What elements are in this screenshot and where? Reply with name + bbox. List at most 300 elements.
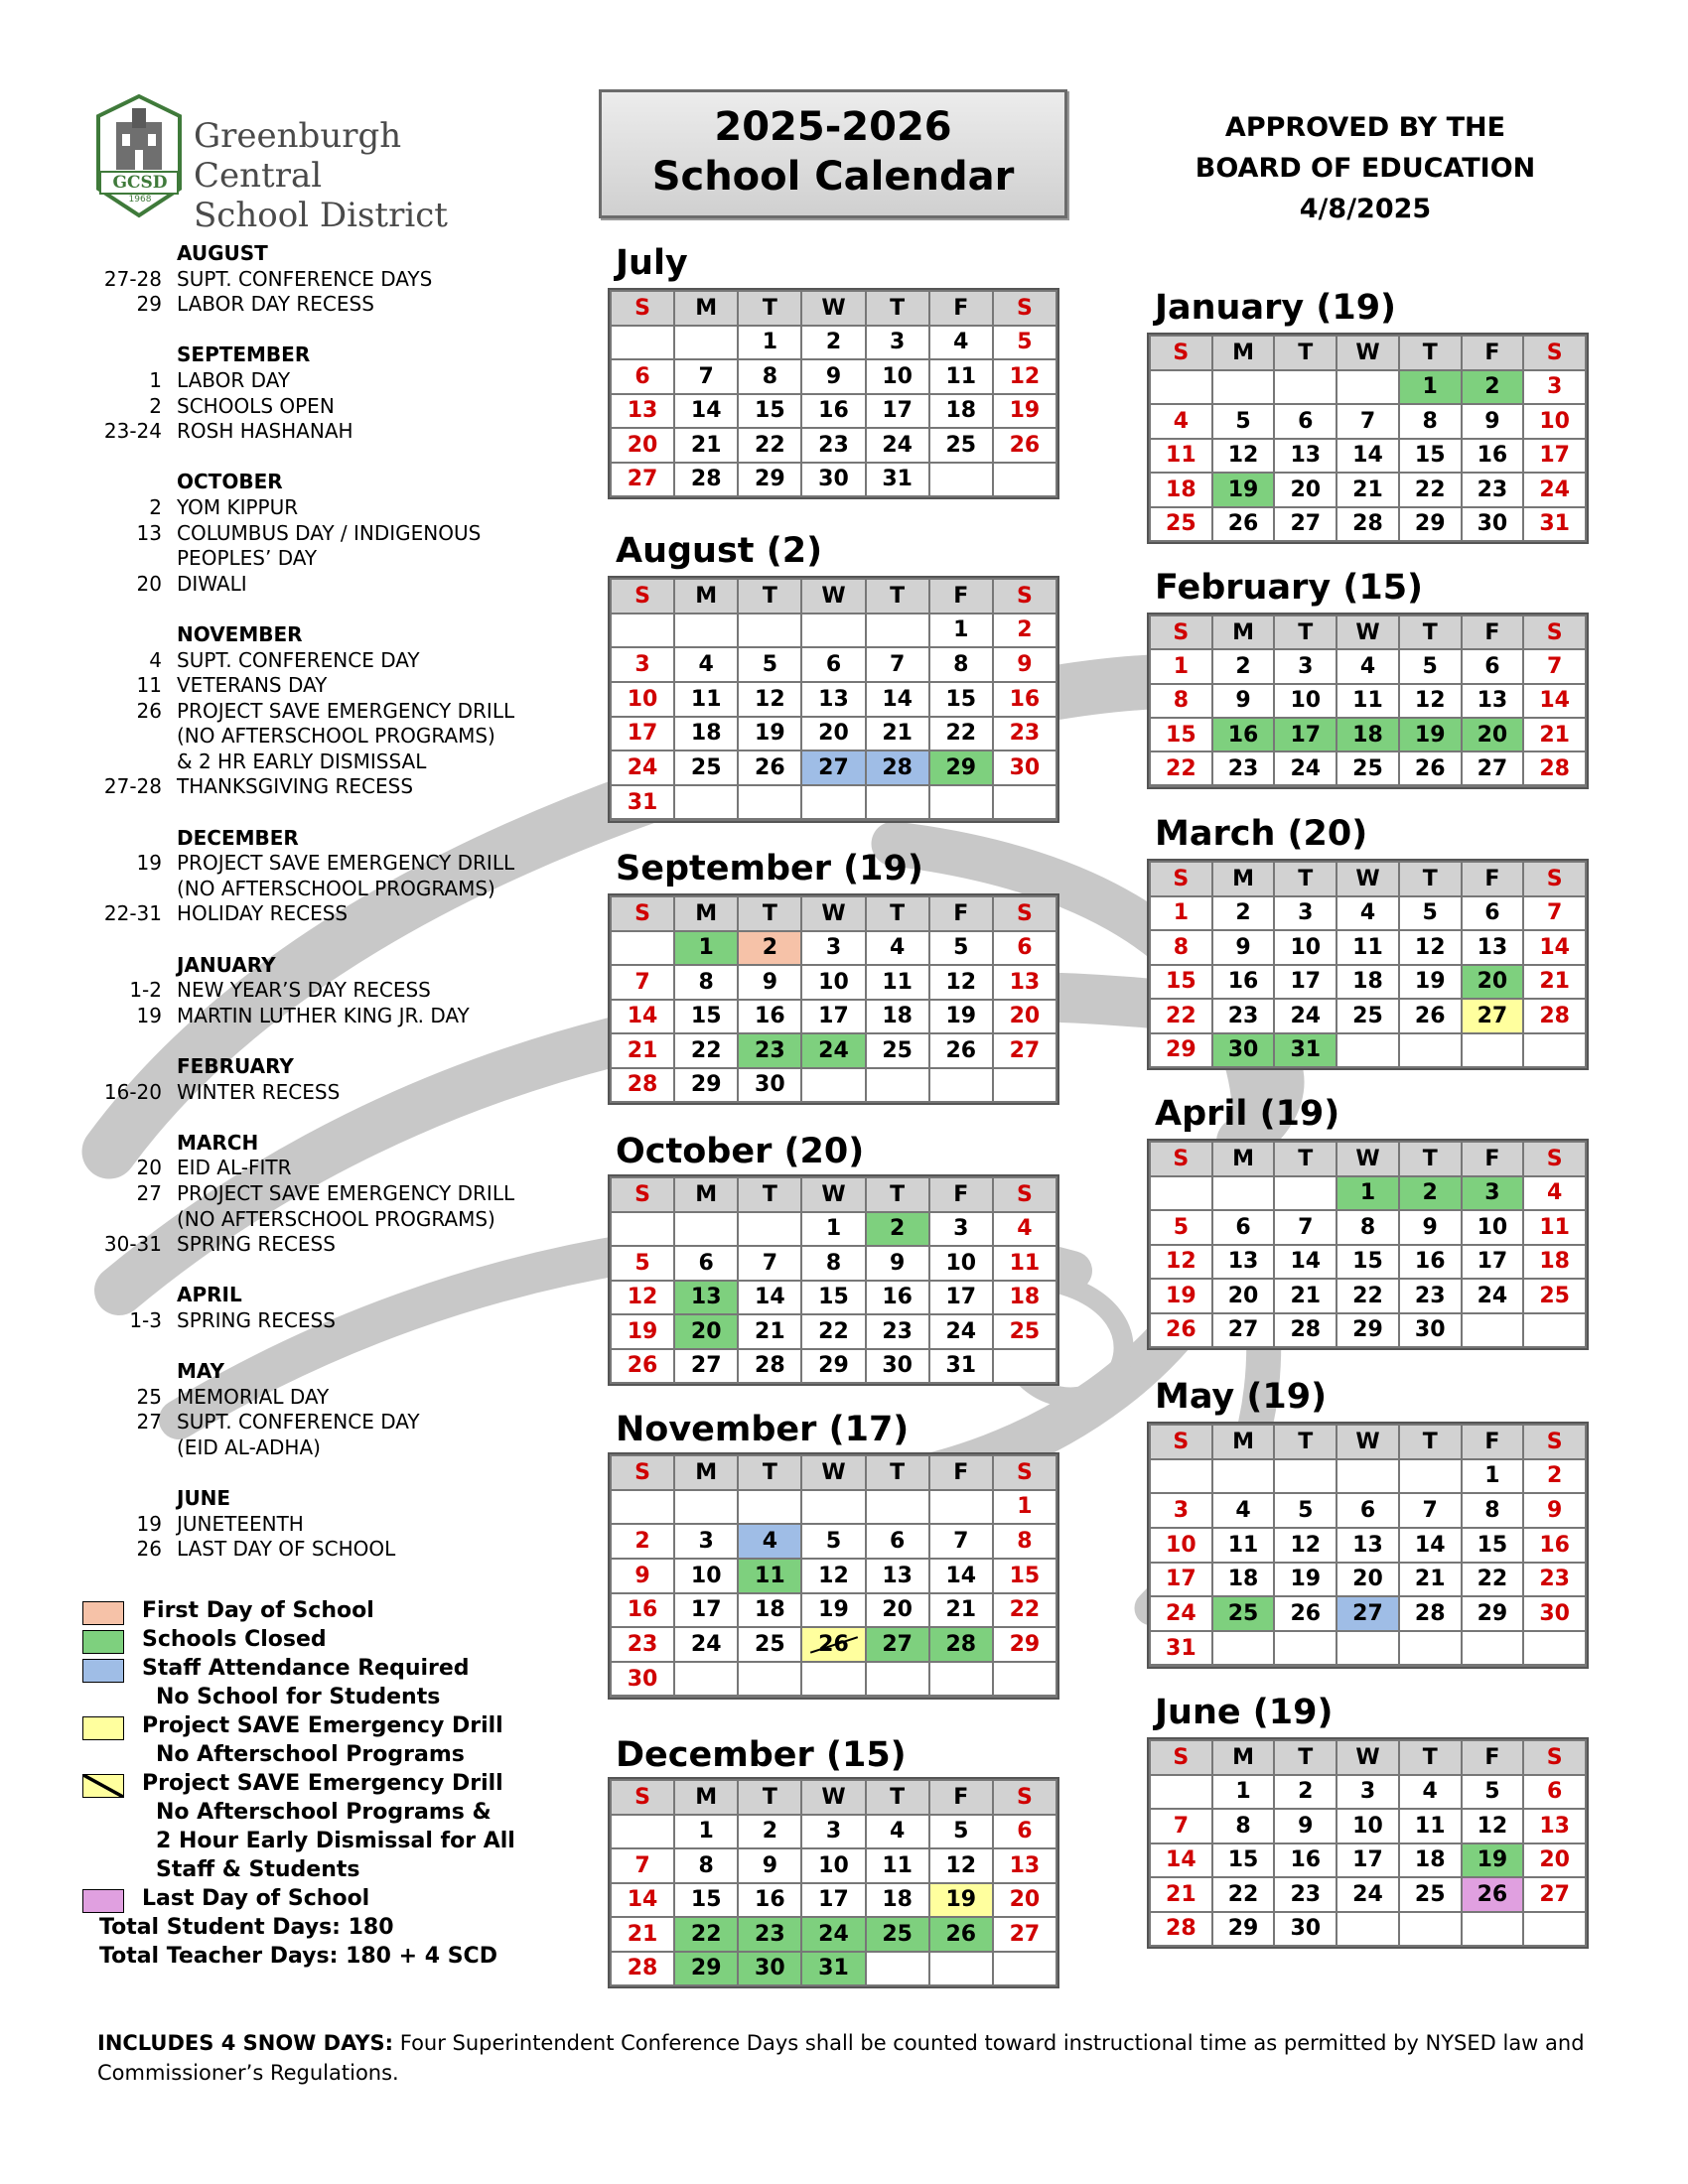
weekday-header: T xyxy=(867,580,928,613)
day-cell: 21 xyxy=(1400,1564,1461,1596)
legend-row xyxy=(82,1827,559,1855)
weekday-header: S xyxy=(994,580,1055,613)
day-cell: 22 xyxy=(930,718,992,751)
day-cell: 27 xyxy=(1463,752,1523,784)
day-cell: 5 xyxy=(1275,1494,1336,1527)
day-cell: 21 xyxy=(1524,966,1585,999)
day-cell: 15 xyxy=(1337,1246,1398,1279)
day-cell: 31 xyxy=(1275,1034,1336,1067)
day-cell: 19 xyxy=(739,718,800,751)
month-grid xyxy=(1147,1139,1589,1350)
day-cell: 21 xyxy=(612,1918,673,1951)
day-cell: 11 xyxy=(1213,1529,1274,1562)
event-date: 30-31 xyxy=(103,1232,162,1257)
day-cell: 21 xyxy=(1151,1878,1211,1911)
day-cell: 4 xyxy=(1524,1177,1585,1210)
weekday-header: S xyxy=(1151,1426,1211,1458)
day-cell: 8 xyxy=(994,1525,1055,1558)
day-cell: 12 xyxy=(1275,1529,1336,1562)
day-cell: 16 xyxy=(1275,1844,1336,1877)
event-item xyxy=(94,877,561,902)
event-item xyxy=(94,546,561,572)
weekday-header: S xyxy=(1151,337,1211,369)
day-cell: 24 xyxy=(802,1034,864,1067)
day-cell: 4 xyxy=(1337,650,1398,682)
day-cell: 28 xyxy=(867,751,928,784)
total-days-label: Total Student Days: 180 xyxy=(99,1915,394,1940)
event-spacer xyxy=(94,1028,561,1054)
day-cell: 2 xyxy=(994,614,1055,647)
event-month-heading: FEBRUARY xyxy=(177,1054,294,1078)
weekday-header: F xyxy=(930,1456,992,1489)
event-item xyxy=(94,978,561,1004)
day-cell: 16 xyxy=(994,683,1055,716)
day-cell: 26 xyxy=(1400,752,1461,784)
empty-day-cell xyxy=(1275,1460,1336,1493)
empty-day-cell xyxy=(612,614,673,647)
day-cell: 6 xyxy=(612,360,673,393)
event-date: 2 xyxy=(149,494,162,519)
empty-day-cell xyxy=(802,614,864,647)
weekday-header: S xyxy=(1524,337,1585,369)
event-description: MEMORIAL DAY xyxy=(177,1384,330,1409)
month-title: February (15) xyxy=(1155,568,1424,608)
weekday-header: M xyxy=(1213,1426,1274,1458)
day-cell: 16 xyxy=(1524,1529,1585,1562)
weekday-header: F xyxy=(930,1178,992,1211)
day-cell: 9 xyxy=(1213,685,1274,717)
month-grid xyxy=(1147,859,1589,1070)
day-cell: 5 xyxy=(1400,897,1461,930)
day-cell: 25 xyxy=(930,429,992,462)
event-date xyxy=(94,1435,177,1461)
day-cell: 31 xyxy=(1524,508,1585,541)
event-item xyxy=(94,1156,561,1181)
month-title: December (15) xyxy=(616,1735,907,1775)
day-cell: 31 xyxy=(802,1953,864,1985)
empty-day-cell xyxy=(675,614,737,647)
day-cell: 25 xyxy=(1337,1000,1398,1032)
day-cell: 17 xyxy=(1275,966,1336,999)
event-item xyxy=(94,1537,561,1563)
day-cell: 27 xyxy=(1213,1314,1274,1347)
day-cell: 10 xyxy=(1275,931,1336,964)
day-cell: 16 xyxy=(612,1594,673,1627)
day-cell: 9 xyxy=(1213,931,1274,964)
day-cell: 27 xyxy=(1463,1000,1523,1032)
day-cell: 12 xyxy=(994,360,1055,393)
event-description: WINTER RECESS xyxy=(177,1079,341,1104)
day-cell: 13 xyxy=(867,1560,928,1592)
event-description: SPRING RECESS xyxy=(177,1232,336,1257)
day-cell: 12 xyxy=(930,966,992,999)
weekday-header: S xyxy=(612,292,673,325)
weekday-header: T xyxy=(867,1178,928,1211)
empty-day-cell xyxy=(994,1350,1055,1383)
org-name-line2: School District xyxy=(194,196,448,235)
day-cell: 29 xyxy=(1151,1034,1211,1067)
day-cell: 19 xyxy=(1213,474,1274,506)
day-cell: 22 xyxy=(675,1918,737,1951)
weekday-header: T xyxy=(1275,1741,1336,1774)
event-description: MARTIN LUTHER KING JR. DAY xyxy=(177,1003,470,1027)
event-description: (NO AFTERSCHOOL PROGRAMS) xyxy=(177,876,495,900)
legend xyxy=(82,1596,559,1971)
empty-day-cell xyxy=(739,786,800,819)
day-cell: 28 xyxy=(1400,1597,1461,1630)
event-item xyxy=(94,292,561,318)
day-cell: 17 xyxy=(802,1884,864,1917)
day-cell: 23 xyxy=(1463,474,1523,506)
day-cell: 29 xyxy=(1337,1314,1398,1347)
day-cell: 30 xyxy=(994,751,1055,784)
total-days xyxy=(82,1942,559,1971)
day-cell: 8 xyxy=(1151,685,1211,717)
day-cell: 26 xyxy=(1463,1878,1523,1911)
day-cell: 30 xyxy=(1463,508,1523,541)
day-cell: 18 xyxy=(867,1001,928,1033)
month-grid xyxy=(608,288,1059,499)
event-description: COLUMBUS DAY / INDIGENOUS xyxy=(177,520,482,545)
day-cell: 19 xyxy=(1275,1564,1336,1596)
empty-day-cell xyxy=(1151,1776,1211,1809)
day-cell: 25 xyxy=(994,1315,1055,1348)
day-cell: 17 xyxy=(1524,440,1585,473)
weekday-header: S xyxy=(1151,1741,1211,1774)
empty-day-cell xyxy=(739,614,800,647)
day-cell: 7 xyxy=(867,648,928,681)
empty-day-cell xyxy=(930,1491,992,1524)
day-cell: 26 xyxy=(739,751,800,784)
day-cell: 12 xyxy=(1400,685,1461,717)
empty-day-cell xyxy=(1337,1460,1398,1493)
weekday-header: S xyxy=(612,1456,673,1489)
weekday-header: M xyxy=(675,292,737,325)
empty-day-cell xyxy=(1151,371,1211,404)
empty-day-cell xyxy=(675,786,737,819)
day-cell: 28 xyxy=(675,464,737,496)
weekday-header: S xyxy=(1524,863,1585,895)
day-cell: 16 xyxy=(739,1884,800,1917)
legend-row xyxy=(82,1769,559,1798)
weekday-header: M xyxy=(675,580,737,613)
day-cell: 23 xyxy=(1275,1878,1336,1911)
weekday-header: S xyxy=(1151,1143,1211,1175)
month-grid xyxy=(608,1777,1059,1988)
weekday-header: T xyxy=(867,1456,928,1489)
day-cell: 21 xyxy=(1524,719,1585,751)
weekday-header: S xyxy=(1151,616,1211,648)
event-date: 19 xyxy=(136,1511,162,1536)
day-cell: 22 xyxy=(1151,1000,1211,1032)
weekday-header: S xyxy=(1524,616,1585,648)
day-cell: 12 xyxy=(739,683,800,716)
day-cell: 9 xyxy=(1275,1810,1336,1843)
legend-row xyxy=(82,1798,559,1827)
event-spacer xyxy=(94,1334,561,1360)
day-cell: 20 xyxy=(1213,1280,1274,1312)
day-cell: 18 xyxy=(1337,719,1398,751)
empty-day-cell xyxy=(1151,1177,1211,1210)
legend-swatch xyxy=(82,1774,124,1798)
event-description: HOLIDAY RECESS xyxy=(177,901,349,926)
day-cell: 4 xyxy=(1337,897,1398,930)
event-spacer xyxy=(94,1258,561,1284)
day-cell: 23 xyxy=(1400,1280,1461,1312)
legend-row xyxy=(82,1711,559,1740)
event-item xyxy=(94,1410,561,1435)
day-cell: 18 xyxy=(1151,474,1211,506)
day-cell: 20 xyxy=(802,718,864,751)
day-cell: 29 xyxy=(930,751,992,784)
empty-day-cell xyxy=(867,1953,928,1985)
weekday-header: T xyxy=(1275,337,1336,369)
event-date xyxy=(94,877,177,902)
event-item xyxy=(94,1385,561,1411)
legend-row xyxy=(82,1683,559,1711)
weekday-header: M xyxy=(1213,863,1274,895)
day-cell: 10 xyxy=(1151,1529,1211,1562)
day-cell: 12 xyxy=(1151,1246,1211,1279)
day-cell: 10 xyxy=(1524,405,1585,438)
day-cell: 28 xyxy=(930,1628,992,1661)
day-cell: 30 xyxy=(1400,1314,1461,1347)
approval-notice xyxy=(1142,107,1589,229)
weekday-header: T xyxy=(739,1456,800,1489)
day-cell: 6 xyxy=(1463,897,1523,930)
event-item xyxy=(94,368,561,394)
weekday-header: T xyxy=(1400,337,1461,369)
weekday-header: S xyxy=(1524,1741,1585,1774)
legend-label: Project SAVE Emergency Drill xyxy=(142,1771,503,1796)
empty-day-cell xyxy=(1524,1913,1585,1946)
day-cell: 9 xyxy=(994,648,1055,681)
day-cell: 18 xyxy=(1213,1564,1274,1596)
weekday-header: T xyxy=(739,580,800,613)
day-cell: 20 xyxy=(1524,1844,1585,1877)
day-cell: 11 xyxy=(1337,685,1398,717)
day-cell: 28 xyxy=(739,1350,800,1383)
weekday-header: W xyxy=(1337,1426,1398,1458)
day-cell: 13 xyxy=(1463,931,1523,964)
event-date: 27 xyxy=(136,1410,162,1434)
weekday-header: T xyxy=(867,897,928,930)
day-cell: 10 xyxy=(802,966,864,999)
event-date: 19 xyxy=(136,1003,162,1027)
day-cell: 18 xyxy=(867,1884,928,1917)
day-cell: 5 xyxy=(1151,1211,1211,1244)
day-cell: 21 xyxy=(1337,474,1398,506)
event-date: 20 xyxy=(136,1156,162,1180)
day-cell: 7 xyxy=(930,1525,992,1558)
weekday-header: T xyxy=(1275,1143,1336,1175)
event-date: 1-3 xyxy=(129,1307,162,1332)
day-cell: 3 xyxy=(1337,1776,1398,1809)
day-cell: 25 xyxy=(739,1628,800,1661)
day-cell: 1 xyxy=(1151,650,1211,682)
org-name xyxy=(194,116,531,235)
empty-day-cell xyxy=(739,1491,800,1524)
day-cell: 24 xyxy=(802,1918,864,1951)
day-cell: 15 xyxy=(1151,719,1211,751)
day-cell: 1 xyxy=(994,1491,1055,1524)
event-item xyxy=(94,774,561,800)
day-cell: 27 xyxy=(675,1350,737,1383)
event-description: PROJECT SAVE EMERGENCY DRILL xyxy=(177,698,515,723)
day-cell: 4 xyxy=(739,1525,800,1558)
weekday-header: M xyxy=(1213,616,1274,648)
day-cell: 10 xyxy=(1275,685,1336,717)
event-date: 13 xyxy=(136,520,162,545)
weekday-header: M xyxy=(1213,1143,1274,1175)
day-cell: 31 xyxy=(867,464,928,496)
day-cell: 10 xyxy=(675,1560,737,1592)
day-cell: 26 xyxy=(802,1628,864,1661)
event-item xyxy=(94,724,561,750)
empty-day-cell xyxy=(612,1213,673,1246)
day-cell: 26 xyxy=(1275,1597,1336,1630)
day-cell: 12 xyxy=(1400,931,1461,964)
legend-label: Project SAVE Emergency Drill xyxy=(142,1713,503,1738)
day-cell: 27 xyxy=(994,1034,1055,1067)
weekday-header: T xyxy=(1400,1143,1461,1175)
day-cell: 27 xyxy=(1275,508,1336,541)
month-title: July xyxy=(616,243,688,283)
event-description: SUPT. CONFERENCE DAY xyxy=(177,647,420,672)
day-cell: 15 xyxy=(1400,440,1461,473)
day-cell: 18 xyxy=(1400,1844,1461,1877)
day-cell: 25 xyxy=(867,1918,928,1951)
day-cell: 14 xyxy=(867,683,928,716)
event-description: ROSH HASHANAH xyxy=(177,419,353,444)
day-cell: 3 xyxy=(930,1213,992,1246)
school-year: 2025-2026 xyxy=(714,104,952,150)
day-cell: 17 xyxy=(612,718,673,751)
events-list xyxy=(94,241,561,1563)
day-cell: 17 xyxy=(675,1594,737,1627)
empty-day-cell xyxy=(1213,1632,1274,1665)
event-description: YOM KIPPUR xyxy=(177,494,299,519)
day-cell: 25 xyxy=(1524,1280,1585,1312)
day-cell: 19 xyxy=(1400,719,1461,751)
day-cell: 19 xyxy=(930,1884,992,1917)
day-cell: 26 xyxy=(994,429,1055,462)
day-cell: 17 xyxy=(1463,1246,1523,1279)
empty-day-cell xyxy=(739,1213,800,1246)
weekday-header: S xyxy=(1524,1426,1585,1458)
day-cell: 9 xyxy=(739,1849,800,1882)
day-cell: 10 xyxy=(1463,1211,1523,1244)
footer-note xyxy=(97,2028,1597,2088)
event-description: SPRING RECESS xyxy=(177,1307,336,1332)
day-cell: 17 xyxy=(1337,1844,1398,1877)
empty-day-cell xyxy=(1213,371,1274,404)
event-item xyxy=(94,648,561,674)
day-cell: 15 xyxy=(675,1001,737,1033)
empty-day-cell xyxy=(612,327,673,359)
day-cell: 2 xyxy=(1275,1776,1336,1809)
day-cell: 5 xyxy=(994,327,1055,359)
weekday-header: S xyxy=(994,1178,1055,1211)
month-grid xyxy=(1147,333,1589,544)
legend-row xyxy=(82,1740,559,1769)
empty-day-cell xyxy=(930,1953,992,1985)
event-item xyxy=(94,394,561,420)
month-title: June (19) xyxy=(1155,1693,1334,1732)
day-cell: 6 xyxy=(1275,405,1336,438)
empty-day-cell xyxy=(612,1491,673,1524)
day-cell: 10 xyxy=(612,683,673,716)
weekday-header: F xyxy=(1463,1741,1523,1774)
month-grid xyxy=(1147,613,1589,789)
empty-day-cell xyxy=(1400,1460,1461,1493)
event-date: 26 xyxy=(136,698,162,723)
month-title: August (2) xyxy=(616,531,823,571)
empty-day-cell xyxy=(1337,1034,1398,1067)
day-cell: 6 xyxy=(1213,1211,1274,1244)
weekday-header: W xyxy=(802,1178,864,1211)
day-cell: 30 xyxy=(867,1350,928,1383)
event-date: 4 xyxy=(149,647,162,672)
day-cell: 8 xyxy=(1463,1494,1523,1527)
event-description: SCHOOLS OPEN xyxy=(177,393,335,418)
day-cell: 19 xyxy=(612,1315,673,1348)
day-cell: 10 xyxy=(930,1247,992,1280)
day-cell: 1 xyxy=(930,614,992,647)
day-cell: 26 xyxy=(930,1918,992,1951)
empty-day-cell xyxy=(1524,1314,1585,1347)
day-cell: 14 xyxy=(739,1282,800,1314)
day-cell: 20 xyxy=(867,1594,928,1627)
day-cell: 1 xyxy=(675,932,737,965)
empty-day-cell xyxy=(1275,1632,1336,1665)
day-cell: 13 xyxy=(802,683,864,716)
day-cell: 9 xyxy=(1463,405,1523,438)
day-cell: 13 xyxy=(675,1282,737,1314)
day-cell: 17 xyxy=(1275,719,1336,751)
day-cell: 25 xyxy=(1151,508,1211,541)
event-date xyxy=(94,1207,177,1233)
weekday-header: M xyxy=(675,1178,737,1211)
event-date: 27 xyxy=(136,1180,162,1205)
empty-day-cell xyxy=(1400,1913,1461,1946)
month-title: April (19) xyxy=(1155,1094,1340,1134)
day-cell: 5 xyxy=(739,648,800,681)
day-cell: 9 xyxy=(1524,1494,1585,1527)
logo-badge-text: GCSD xyxy=(112,173,168,193)
day-cell: 20 xyxy=(1275,474,1336,506)
day-cell: 14 xyxy=(1337,440,1398,473)
day-cell: 1 xyxy=(1337,1177,1398,1210)
event-item xyxy=(94,419,561,445)
event-description: EID AL-FITR xyxy=(177,1156,292,1180)
event-date: 19 xyxy=(136,851,162,876)
event-spacer xyxy=(94,445,561,471)
event-description: PROJECT SAVE EMERGENCY DRILL xyxy=(177,1180,515,1205)
day-cell: 7 xyxy=(1524,650,1585,682)
day-cell: 29 xyxy=(994,1628,1055,1661)
day-cell: 10 xyxy=(1337,1810,1398,1843)
empty-day-cell xyxy=(802,1663,864,1696)
day-cell: 1 xyxy=(1213,1776,1274,1809)
weekday-header: T xyxy=(1400,1741,1461,1774)
event-date xyxy=(94,724,177,750)
empty-day-cell xyxy=(675,1213,737,1246)
day-cell: 8 xyxy=(1337,1211,1398,1244)
day-cell: 5 xyxy=(612,1247,673,1280)
event-item xyxy=(94,1004,561,1029)
day-cell: 7 xyxy=(612,966,673,999)
